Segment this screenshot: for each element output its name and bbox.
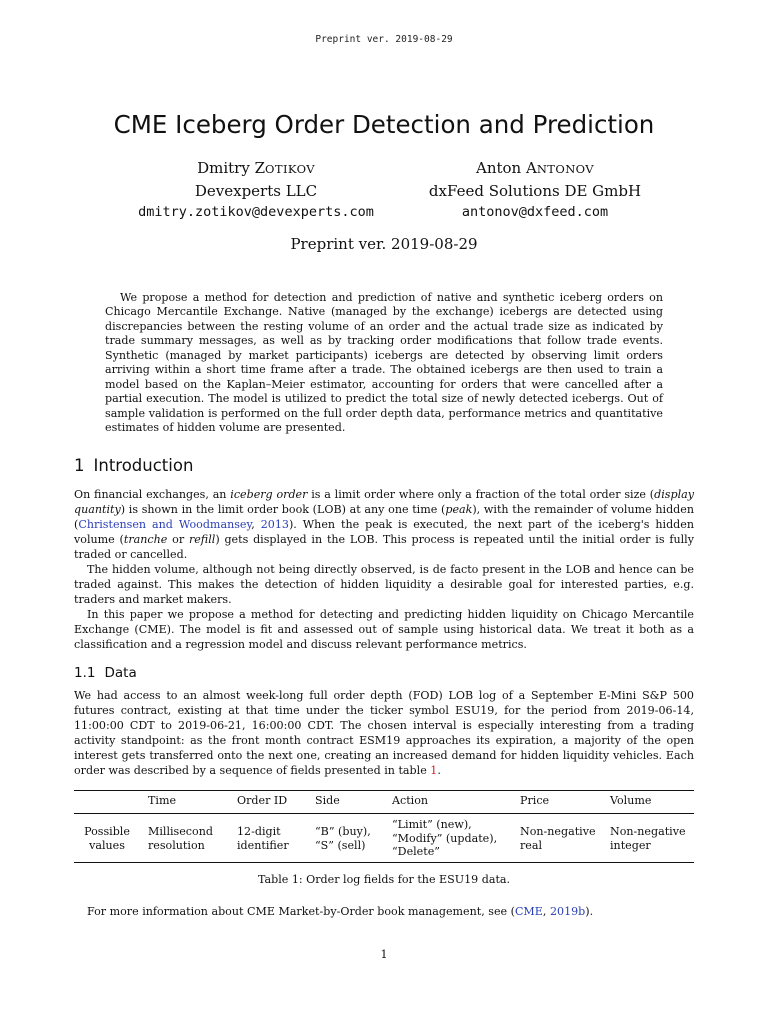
abstract: We propose a method for detection and prediction of native and synthetic iceberg orders on Chicago Mercantile Exchange. Native (managed by the exchange) icebergs are detected using discrepancies between the resting volume of an order and the actual trade size as indicated by trade summary messages, as well as by tracking order modifications that follow trade events. Synthetic (managed by market participants) icebergs are detected by observing limit orders arriving within a short time frame after a trade. The obtained icebergs are then used to train a model based on the Kaplan–Meier estimator, accounting for orders that were cancelled after a partial execution. The model is utilized to predict the total size of newly detected icebergs. Out of sample validation is performed on the full order depth data, performance metrics and quantitative estimates of hidden volume are presented. — [105, 291, 663, 435]
section-number: 1 — [74, 456, 85, 475]
table-cell-label: Possible values — [84, 825, 130, 852]
table-cell-side: “B” (buy), “S” (sell) — [315, 825, 371, 852]
table-header-cell: Volume — [610, 794, 652, 807]
table-row — [74, 814, 694, 862]
data-paragraph-1: We had access to an almost week-long full order depth (FOD) LOB log of a September E-Mini S&P 500 futures contract, existing at that time under the ticker symbol ESU19, for the period from 2019-06-14, 11:00:00 CDT to 2019-06-21, 16:00:00 CDT. The chosen interval is especially interesting from a trading activity standpoint: as the front month contract ESM19 approaches its expiration, a majority of the open interest gets transferred onto the next one, creating an increased demand for hidden liquidity vehicles. Each order was described by a sequence of fields presented in table 1. — [74, 689, 694, 778]
order-log-table — [74, 790, 694, 863]
citation-link[interactable]: Christensen and Woodmansey — [78, 518, 252, 532]
table-cell-time: Millisecond resolution — [148, 825, 213, 852]
author-1 — [104, 158, 408, 224]
version-line: Preprint ver. 2019-08-29 — [290, 235, 478, 253]
table-header-cell: Price — [520, 794, 550, 807]
subsection-number: 1.1 — [74, 665, 96, 681]
table-caption: Table 1: Order log fields for the ESU19 data. — [257, 873, 511, 886]
author-1-name: Dmitry ZOTIKOV — [197, 159, 315, 177]
table-header-cell: Time — [148, 794, 177, 807]
table-cell-order-id: 12-digit identifier — [237, 825, 289, 852]
table-header-cell: Side — [315, 794, 340, 807]
author-2 — [396, 158, 674, 224]
more-info-line: For more information about CME Market-by-Order book management, see (CME, 2019b). — [87, 905, 594, 918]
author-2-email[interactable]: antonov@dxfeed.com — [461, 204, 609, 220]
intro-paragraph-2: The hidden volume, although not being directly observed, is de facto present in the LOB and hence can be traded against. This makes the detection of hidden liquidity a desirable goal for interested parties, e.g. traders and market makers. — [74, 563, 694, 607]
cme-citation-year-link[interactable]: 2019b — [549, 905, 586, 918]
intro-paragraph-3: In this paper we propose a method for detecting and predicting hidden liquidity on Chicago Mercantile Exchange (CME). The model is fit and assessed out of sample using historical data. We treat it both as a classification and a regression model and discuss relevant performance metrics. — [74, 608, 694, 652]
author-2-affiliation: dxFeed Solutions DE GmbH — [428, 181, 642, 200]
table-header-row — [74, 791, 694, 814]
subsection-title: Data — [104, 665, 137, 681]
data-body — [74, 688, 694, 778]
table-header-cell: Action — [392, 794, 429, 807]
section-title: Introduction — [93, 456, 194, 475]
author-1-email[interactable]: dmitry.zotikov@devexperts.com — [138, 204, 374, 220]
paper-title: CME Iceberg Order Detection and Prediction — [113, 110, 655, 139]
table-cell-volume: Non-negative integer — [610, 825, 686, 852]
running-header: Preprint ver. 2019-08-29 — [315, 34, 453, 45]
citation-year-link[interactable]: 2013 — [260, 518, 289, 532]
cme-citation-link[interactable]: CME — [514, 905, 543, 918]
table-cell-price: Non-negative real — [520, 825, 596, 852]
page-number: 1 — [380, 948, 388, 961]
author-1-affiliation: Devexperts LLC — [194, 181, 318, 200]
author-2-name: Anton ANTONOV — [476, 159, 594, 177]
table-cell-action: “Limit” (new), “Modify” (update), “Delete” — [392, 818, 498, 859]
introduction-body — [74, 487, 694, 653]
subsection-heading-data — [74, 665, 137, 681]
table-ref-link[interactable]: 1 — [430, 764, 438, 778]
intro-paragraph-1: On financial exchanges, an iceberg order is a limit order where only a fraction of the total order size (display quantity) is shown in the limit order book (LOB) at any one time (peak), with the remainder of volume hidden (Christensen and Woodmansey, 2013). When the peak is executed, the next part of the iceberg's hidden volume (tranche or refill) gets displayed in the LOB. This process is repeated until the initial order is fully traded or cancelled. — [74, 488, 694, 562]
section-heading-introduction — [74, 456, 193, 475]
table-header-cell: Order ID — [237, 794, 288, 807]
